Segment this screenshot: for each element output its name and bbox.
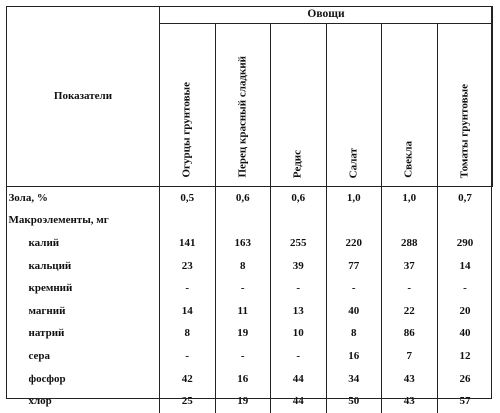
value-cell (326, 210, 382, 233)
value-cell: 290 (437, 232, 493, 255)
value-cell: 11 (215, 300, 271, 323)
value-cell: 34 (326, 368, 382, 391)
table-row (7, 390, 493, 413)
table-row (7, 345, 493, 368)
value-cell: 25 (160, 390, 216, 413)
value-cell: 13 (271, 300, 327, 323)
vegetables-group-header: Овощи (160, 7, 493, 24)
vegetable-header: Редис (271, 24, 327, 187)
value-cell: 23 (160, 255, 216, 278)
value-cell: 1,0 (382, 187, 438, 210)
value-cell: - (437, 277, 493, 300)
value-cell: - (160, 345, 216, 368)
value-cell (215, 210, 271, 233)
value-cell: 0,5 (160, 187, 216, 210)
table-row (7, 368, 493, 391)
value-cell: - (326, 277, 382, 300)
vegetable-header: Салат (326, 24, 382, 187)
value-cell: 19 (215, 323, 271, 346)
value-cell: 8 (215, 255, 271, 278)
table-body (7, 187, 493, 413)
row-label: магний (28, 304, 66, 317)
table-row (7, 255, 493, 278)
value-cell: 7 (382, 345, 438, 368)
row-label: Макроэлементы, мг (8, 214, 109, 227)
value-cell: 26 (437, 368, 493, 391)
value-cell: - (215, 345, 271, 368)
value-cell: 19 (215, 390, 271, 413)
value-cell: 12 (437, 345, 493, 368)
value-cell: 0,6 (215, 187, 271, 210)
value-cell (437, 210, 493, 233)
value-cell: 43 (382, 368, 438, 391)
value-cell: 14 (437, 255, 493, 278)
value-cell: 8 (326, 323, 382, 346)
value-cell: - (271, 345, 327, 368)
vegetable-header: Свекла (382, 24, 438, 187)
value-cell: 40 (326, 300, 382, 323)
value-cell: 1,0 (326, 187, 382, 210)
value-cell: - (271, 277, 327, 300)
value-cell: - (382, 277, 438, 300)
table-row (7, 300, 493, 323)
row-label: сера (28, 349, 51, 362)
row-label: натрий (28, 327, 65, 340)
value-cell: 43 (382, 390, 438, 413)
value-cell: 86 (382, 323, 438, 346)
value-cell: 8 (160, 323, 216, 346)
vegetable-header: Перец красный сладкий (215, 24, 271, 187)
value-cell: - (215, 277, 271, 300)
table-row (7, 187, 493, 210)
table-row (7, 323, 493, 346)
value-cell: 39 (271, 255, 327, 278)
value-cell: 255 (271, 232, 327, 255)
table-row (7, 277, 493, 300)
table-row (7, 232, 493, 255)
row-label: фосфор (28, 372, 66, 385)
nutrition-table (6, 6, 493, 413)
indicator-header: Показатели (7, 7, 160, 187)
row-label: хлор (28, 395, 52, 408)
value-cell: 16 (215, 368, 271, 391)
value-cell: 0,6 (271, 187, 327, 210)
value-cell: 163 (215, 232, 271, 255)
value-cell: 77 (326, 255, 382, 278)
value-cell (160, 210, 216, 233)
table-row (7, 210, 493, 233)
value-cell: 57 (437, 390, 493, 413)
value-cell: 42 (160, 368, 216, 391)
value-cell: 20 (437, 300, 493, 323)
value-cell: 16 (326, 345, 382, 368)
value-cell: 0,7 (437, 187, 493, 210)
value-cell: 10 (271, 323, 327, 346)
value-cell: 220 (326, 232, 382, 255)
row-label: кальций (28, 259, 72, 272)
value-cell: 141 (160, 232, 216, 255)
value-cell: 44 (271, 390, 327, 413)
value-cell (271, 210, 327, 233)
value-cell (382, 210, 438, 233)
value-cell: 44 (271, 368, 327, 391)
vegetable-header: Огурцы грунтовые (160, 24, 216, 187)
value-cell: 22 (382, 300, 438, 323)
vegetable-header: Томаты грунтовые (437, 24, 493, 187)
value-cell: - (160, 277, 216, 300)
row-label: калий (28, 236, 60, 249)
row-label: кремний (28, 282, 73, 295)
value-cell: 288 (382, 232, 438, 255)
value-cell: 40 (437, 323, 493, 346)
value-cell: 14 (160, 300, 216, 323)
value-cell: 37 (382, 255, 438, 278)
row-label: Зола, % (8, 191, 48, 204)
value-cell: 50 (326, 390, 382, 413)
